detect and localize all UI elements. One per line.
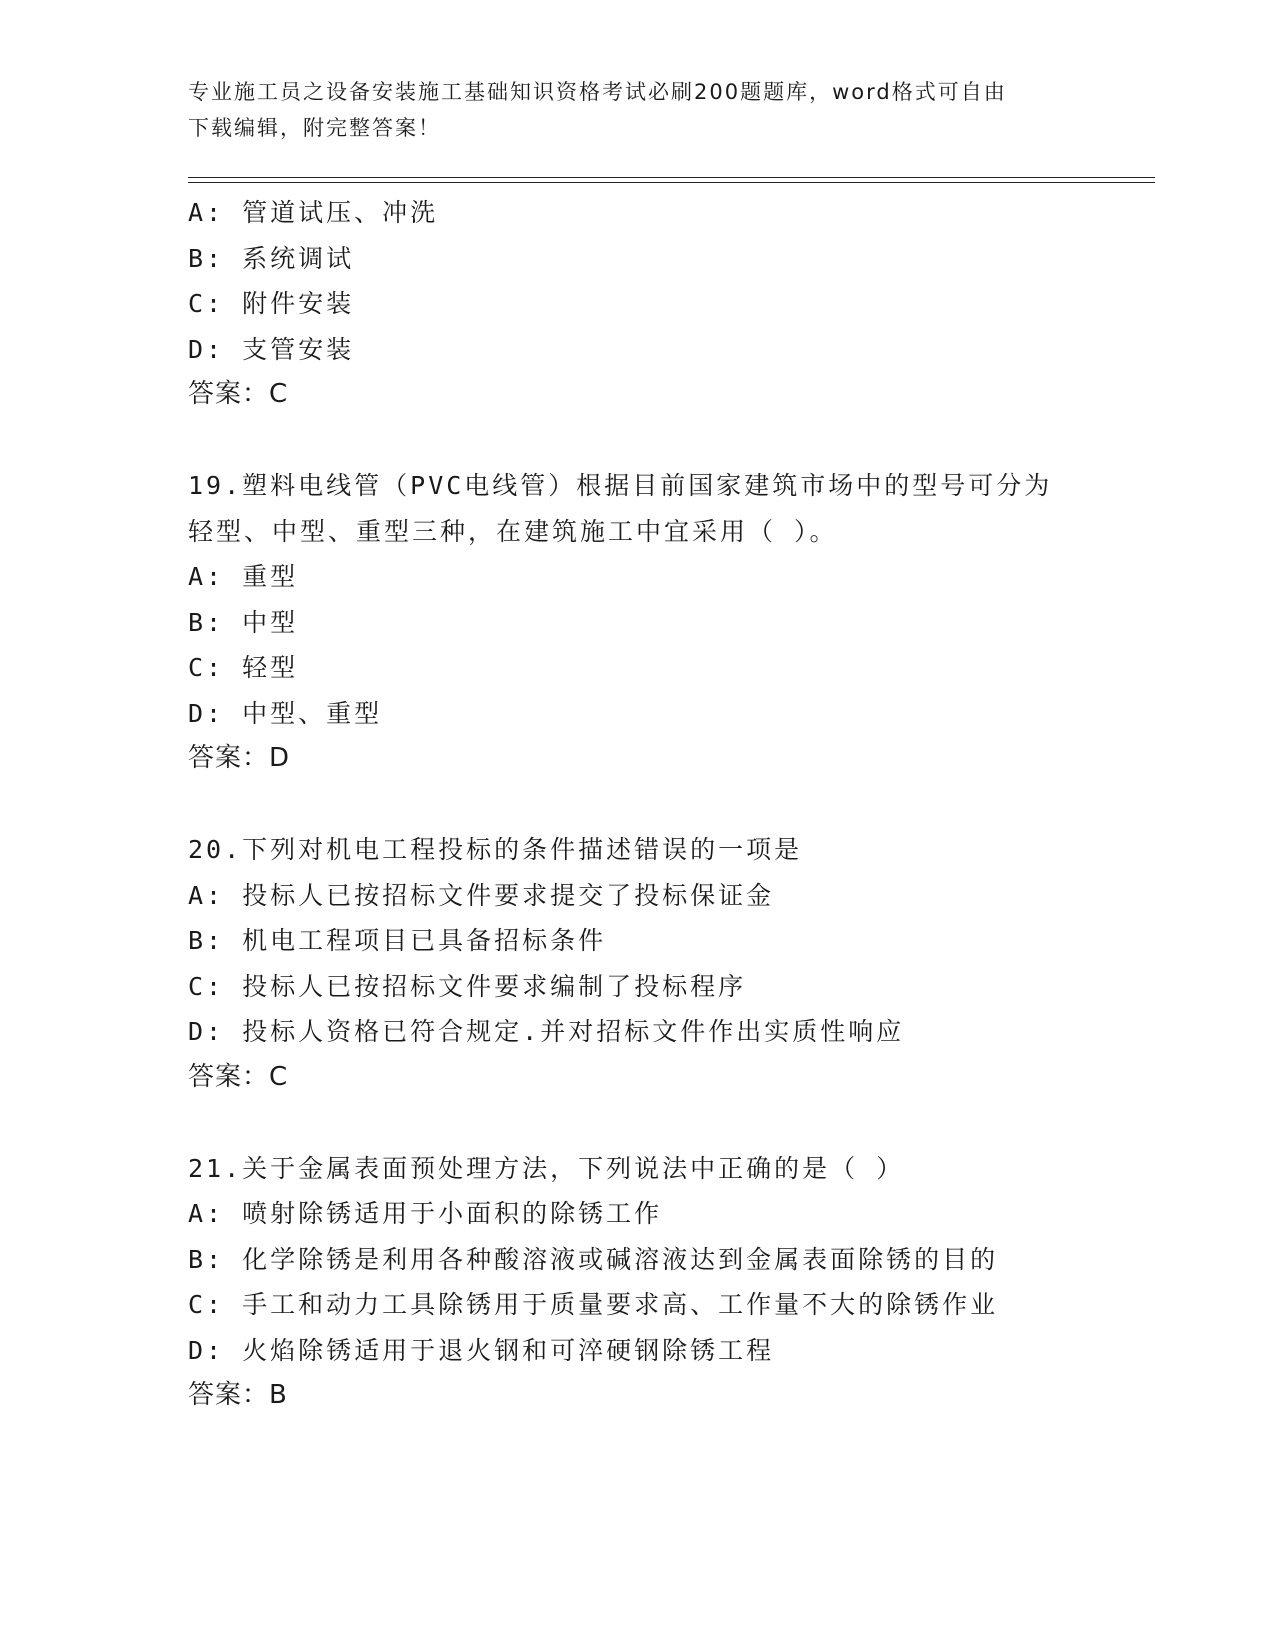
option-d: D: 中型、重型 xyxy=(188,698,383,728)
header-line-1: 专业施工员之设备安装施工基础知识资格考试必刷200题题库，word格式可自由 xyxy=(188,80,1007,104)
option-a: A: 投标人已按招标文件要求提交了投标保证金 xyxy=(188,880,775,910)
answer: 答案：C xyxy=(188,1061,289,1092)
option-b: B: 中型 xyxy=(188,607,299,637)
answer: 答案：D xyxy=(188,743,291,773)
header-divider-top xyxy=(188,177,1155,178)
question-block-21 xyxy=(188,1146,1148,1419)
option-d: D: 支管安装 xyxy=(188,334,355,364)
question-block-prev xyxy=(188,190,1148,418)
option-c: C: 轻型 xyxy=(188,653,299,682)
question-block-19 xyxy=(188,463,1148,782)
option-b: B: 化学除锈是利用各种酸溶液或碱溶液达到金属表面除锈的目的 xyxy=(188,1244,999,1274)
document-header xyxy=(188,74,1088,146)
question-stem: 20.下列对机电工程投标的条件描述错误的一项是 xyxy=(188,835,803,864)
answer: 答案：C xyxy=(188,379,289,409)
header-divider-bottom xyxy=(188,182,1155,183)
spacer xyxy=(188,418,1148,464)
option-c: C: 投标人已按招标文件要求编制了投标程序 xyxy=(188,971,747,1001)
question-list xyxy=(188,190,1148,1419)
option-b: B: 系统调试 xyxy=(188,243,355,273)
header-line-2: 下载编辑，附完整答案！ xyxy=(188,116,441,140)
question-stem: 21.关于金属表面预处理方法，下列说法中正确的是（ ） xyxy=(188,1153,905,1183)
option-a: A: 管道试压、冲洗 xyxy=(188,198,439,227)
spacer xyxy=(188,1100,1148,1146)
option-a: A: 重型 xyxy=(188,562,299,591)
question-stem-continued: 轻型、中型、重型三种，在建筑施工中宜采用（ ）。 xyxy=(188,516,838,546)
option-c: C: 手工和动力工具除锈用于质量要求高、工作量不大的除锈作业 xyxy=(188,1290,999,1319)
option-c: C: 附件安装 xyxy=(188,289,355,318)
option-d: D: 火焰除锈适用于退火钢和可淬硬钢除锈工程 xyxy=(188,1335,775,1365)
spacer xyxy=(188,782,1148,828)
option-a: A: 喷射除锈适用于小面积的除锈工作 xyxy=(188,1199,663,1228)
question-block-20 xyxy=(188,827,1148,1100)
question-stem: 19.塑料电线管（PVC电线管）根据目前国家建筑市场中的型号可分为 xyxy=(188,471,1053,500)
option-d: D: 投标人资格已符合规定.并对招标文件作出实质性响应 xyxy=(188,1017,905,1046)
answer: 答案：B xyxy=(188,1380,288,1410)
option-b: B: 机电工程项目已具备招标条件 xyxy=(188,926,607,955)
